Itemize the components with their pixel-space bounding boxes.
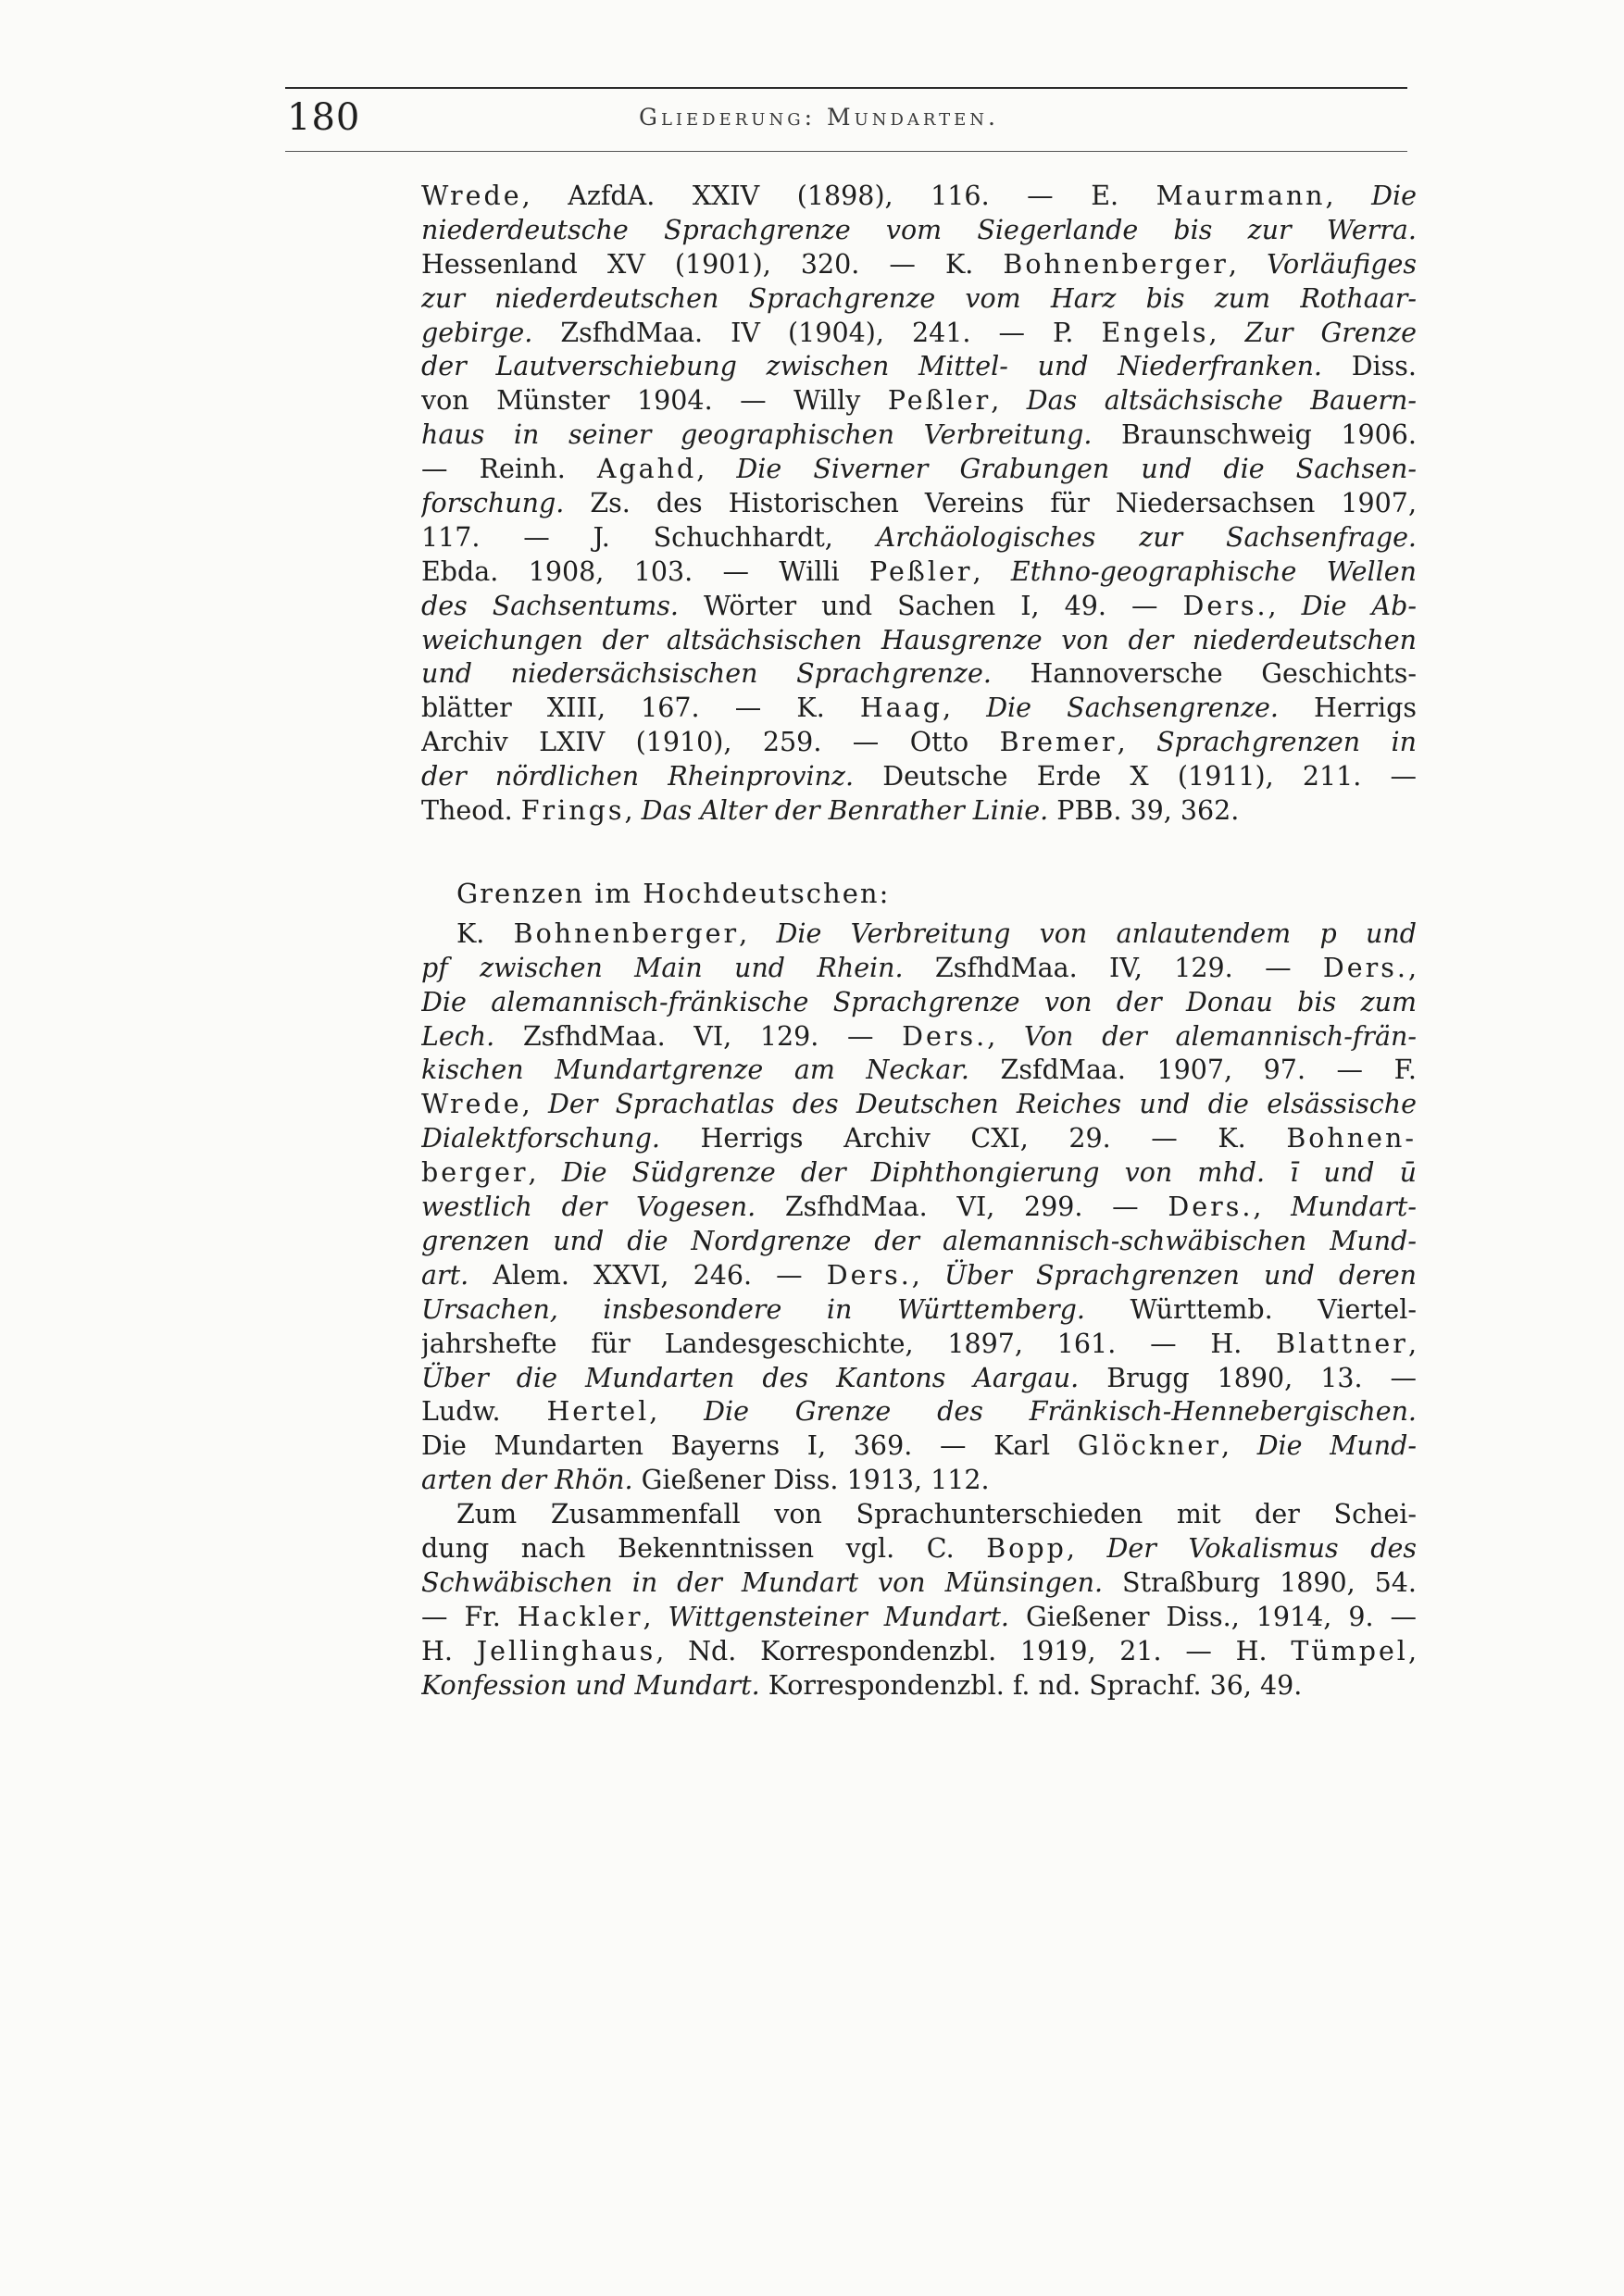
text-line bbox=[421, 590, 1417, 624]
text-segment: Straßburg 1890, 54. bbox=[1103, 1566, 1417, 1598]
text-segment: , bbox=[1253, 1192, 1292, 1223]
text-line bbox=[421, 1191, 1417, 1225]
text-line bbox=[421, 453, 1417, 487]
italic-title: Zur Grenze bbox=[1244, 317, 1417, 348]
author-name: Tümpel bbox=[1291, 1635, 1408, 1666]
bibliography-block-niederdeutsch bbox=[421, 180, 1417, 829]
italic-title: pf zwischen Main und Rhein. bbox=[421, 952, 904, 983]
author-name: Blattner bbox=[1276, 1328, 1408, 1359]
italic-title: Die Siverner Grabungen und die Sachsen- bbox=[736, 454, 1417, 485]
italic-title: Die Mund- bbox=[1256, 1430, 1417, 1462]
text-line bbox=[421, 1225, 1417, 1259]
italic-title: haus in seiner geographischen Verbreitung. bbox=[421, 419, 1093, 451]
text-segment: — Reinh. bbox=[421, 454, 597, 485]
author-name: Ders. bbox=[1168, 1192, 1254, 1223]
text-segment: , bbox=[528, 1157, 562, 1189]
text-segment: Korrespondenzbl. f. nd. Sprachf. 36, 49. bbox=[759, 1669, 1303, 1701]
text-segment: ZsfhdMaa. IV, 129. — bbox=[903, 952, 1323, 983]
text-segment: Braunschweig 1906. bbox=[1092, 419, 1417, 451]
italic-title: des Sachsentums. bbox=[421, 590, 679, 621]
text-segment: Wörter und Sachen I, 49. — bbox=[678, 590, 1183, 621]
text-line bbox=[421, 917, 1417, 952]
italic-title: Die Sachsengrenze. bbox=[986, 693, 1279, 724]
italic-title: weichungen der altsächsischen Hausgrenze von der niederdeutschen bbox=[421, 624, 1417, 655]
text-line bbox=[421, 384, 1417, 418]
text-segment: , bbox=[943, 693, 987, 724]
italic-title: zur niederdeutschen Sprachgrenze vom Harz bis zum Rothaar- bbox=[421, 282, 1417, 314]
text-segment: , bbox=[1117, 727, 1157, 758]
text-line bbox=[421, 1498, 1417, 1532]
text-segment: , bbox=[1268, 590, 1302, 621]
author-name: Maurmann bbox=[1156, 181, 1326, 211]
text-segment: , bbox=[1407, 952, 1417, 983]
text-line bbox=[421, 1601, 1417, 1635]
section-subheading: Grenzen im Hochdeutschen: bbox=[456, 877, 891, 909]
italic-title: Mundart- bbox=[1291, 1192, 1417, 1223]
author-name: Ders. bbox=[1322, 952, 1408, 983]
text-line bbox=[421, 317, 1417, 351]
author-name: Ders. bbox=[826, 1259, 912, 1291]
author-name: Ders. bbox=[902, 1020, 988, 1052]
italic-title: westlich der Vogesen. bbox=[421, 1192, 756, 1223]
text-line bbox=[421, 1293, 1417, 1328]
text-line bbox=[421, 1088, 1417, 1122]
text-segment: dung nach Bekenntnissen vgl. C. bbox=[421, 1532, 987, 1564]
text-line bbox=[421, 1395, 1417, 1429]
italic-title: Der Vokalismus des bbox=[1106, 1532, 1417, 1564]
text-segment: ZsfhdMaa. VI, 299. — bbox=[756, 1192, 1168, 1223]
text-segment: , bbox=[643, 1601, 668, 1632]
italic-title: Der Sprachatlas des Deutschen Reiches und die elsässische bbox=[548, 1089, 1417, 1120]
text-line bbox=[421, 1156, 1417, 1191]
text-segment: , bbox=[987, 1020, 1024, 1052]
page-number: 180 bbox=[287, 96, 361, 139]
italic-title: Die bbox=[1371, 181, 1417, 211]
author-name: Haag bbox=[859, 693, 943, 724]
text-line bbox=[421, 1054, 1417, 1088]
italic-title: niederdeutsche Sprachgrenze vom Siegerlande bis zur Werra. bbox=[421, 214, 1417, 245]
text-segment: , bbox=[1220, 1430, 1257, 1462]
text-line bbox=[421, 521, 1417, 555]
italic-title: gebirge. bbox=[421, 317, 533, 348]
bibliography-block-hochdeutsch bbox=[421, 917, 1417, 1498]
italic-title: art. bbox=[421, 1259, 469, 1291]
author-name: Agahd bbox=[596, 454, 697, 485]
italic-title: Ursachen, insbesondere in Württemberg. bbox=[421, 1293, 1085, 1325]
author-name: Engels bbox=[1101, 317, 1209, 348]
author-name: Frings bbox=[520, 795, 625, 827]
running-head: Gliederung: Mundarten. bbox=[639, 104, 999, 131]
text-segment: , bbox=[911, 1259, 944, 1291]
text-segment: Württemb. Viertel- bbox=[1084, 1293, 1417, 1325]
text-line bbox=[421, 487, 1417, 521]
text-line bbox=[421, 180, 1417, 214]
author-name: berger bbox=[421, 1157, 529, 1189]
author-name: Wrede bbox=[421, 181, 522, 211]
author-name: Bohnenberger bbox=[1003, 248, 1229, 280]
text-segment: , bbox=[991, 385, 1027, 417]
text-segment: , bbox=[972, 555, 1011, 587]
text-segment: Ebda. 1908, 103. — Willi bbox=[421, 555, 870, 587]
italic-title: Dialektforschung. bbox=[421, 1123, 660, 1154]
text-line bbox=[421, 726, 1417, 760]
author-name: Bohnen- bbox=[1286, 1123, 1417, 1154]
text-line bbox=[421, 1020, 1417, 1054]
text-line bbox=[421, 1566, 1417, 1601]
text-segment: , bbox=[1407, 1328, 1417, 1359]
text-line bbox=[421, 657, 1417, 692]
text-line bbox=[421, 1669, 1417, 1703]
text-segment: Theod. bbox=[421, 795, 521, 827]
italic-title: Die Ab- bbox=[1301, 590, 1417, 621]
author-name: Peßler bbox=[887, 385, 992, 417]
text-segment: PBB. 39, 362. bbox=[1048, 795, 1240, 827]
text-line bbox=[421, 350, 1417, 384]
text-segment: , bbox=[1325, 181, 1372, 211]
author-name: Hackler bbox=[517, 1601, 643, 1632]
text-segment: , bbox=[521, 1089, 548, 1120]
italic-title: Wittgensteiner Mundart. bbox=[668, 1601, 1009, 1632]
italic-title: Die Südgrenze der Diphthongierung von mhd. ī und ū bbox=[561, 1157, 1417, 1189]
text-segment: Herrigs Archiv CXI, 29. — K. bbox=[659, 1123, 1287, 1154]
text-line bbox=[421, 1362, 1417, 1396]
text-segment: ZsfhdMaa. IV (1904), 241. — P. bbox=[532, 317, 1102, 348]
text-segment: , bbox=[739, 917, 777, 949]
text-segment: Deutsche Erde X (1911), 211. — bbox=[854, 761, 1417, 792]
text-line bbox=[421, 692, 1417, 726]
italic-title: Über Sprachgrenzen und deren bbox=[943, 1259, 1417, 1291]
text-segment: jahrshefte für Landesgeschichte, 1897, 161. — H. bbox=[421, 1328, 1277, 1359]
text-segment: Diss. bbox=[1321, 351, 1417, 382]
italic-title: Die Grenze des Fränkisch-Hennebergischen. bbox=[704, 1396, 1417, 1428]
text-line bbox=[421, 760, 1417, 794]
text-segment: , bbox=[1208, 317, 1245, 348]
text-line bbox=[421, 1464, 1417, 1498]
italic-title: und niedersächsischen Sprachgrenze. bbox=[421, 658, 992, 690]
text-segment: — Fr. bbox=[421, 1601, 518, 1632]
text-segment: Hessenland XV (1901), 320. — K. bbox=[421, 248, 1004, 280]
italic-title: Lech. bbox=[421, 1020, 495, 1052]
text-segment: blätter XIII, 167. — K. bbox=[421, 693, 860, 724]
author-name: Bopp bbox=[986, 1532, 1067, 1564]
italic-title: kischen Mundartgrenze am Neckar. bbox=[421, 1054, 969, 1086]
text-segment: , bbox=[1407, 1635, 1417, 1666]
italic-title: der Lautverschiebung zwischen Mittel- und Niederfranken. bbox=[421, 351, 1322, 382]
text-line bbox=[421, 1635, 1417, 1669]
text-segment: Zs. des Historischen Vereins für Niedersachsen 1907, bbox=[564, 488, 1417, 519]
italic-title: Konfession und Mundart. bbox=[421, 1669, 760, 1701]
author-name: Bremer bbox=[999, 727, 1118, 758]
italic-title: grenzen und die Nordgrenze der alemannisch-schwäbischen Mund- bbox=[421, 1225, 1417, 1256]
text-segment: Hannoversche Geschichts- bbox=[991, 658, 1417, 690]
author-name: Glöckner bbox=[1077, 1430, 1221, 1462]
text-line bbox=[421, 282, 1417, 317]
bibliography-block-konfession bbox=[421, 1498, 1417, 1703]
text-line bbox=[421, 1328, 1417, 1362]
text-segment: Herrigs bbox=[1278, 693, 1417, 724]
text-segment: , bbox=[1228, 248, 1268, 280]
author-name: Jellinghaus bbox=[476, 1635, 656, 1666]
text-line bbox=[421, 214, 1417, 248]
italic-title: Sprachgrenzen in bbox=[1156, 727, 1417, 758]
text-segment: von Münster 1904. — Willy bbox=[421, 385, 888, 417]
header-rule-top bbox=[285, 87, 1407, 89]
italic-title: Das altsächsische Bauern- bbox=[1026, 385, 1417, 417]
text-line bbox=[421, 1532, 1417, 1566]
author-name: Wrede bbox=[421, 1089, 522, 1120]
italic-title: Vorläufiges bbox=[1267, 248, 1417, 280]
text-line bbox=[421, 1122, 1417, 1156]
text-line bbox=[421, 418, 1417, 453]
italic-title: arten der Rhön. bbox=[421, 1465, 633, 1496]
text-segment: K. bbox=[456, 917, 514, 949]
italic-title: Die alemannisch-fränkische Sprachgrenze von der Donau bis zum bbox=[421, 986, 1417, 1017]
text-line bbox=[421, 555, 1417, 590]
text-segment: 117. — J. Schuchhardt, bbox=[421, 521, 877, 553]
author-name: Peßler bbox=[869, 555, 973, 587]
italic-title: der nördlichen Rheinprovinz. bbox=[421, 761, 855, 792]
text-segment: , AzfdA. XXIV (1898), 116. — E. bbox=[521, 181, 1156, 211]
text-segment: , bbox=[1066, 1532, 1107, 1564]
text-segment: H. bbox=[421, 1635, 477, 1666]
italic-title: Die Verbreitung von anlautendem p und bbox=[776, 917, 1417, 949]
italic-title: Archäologisches zur Sachsenfrage. bbox=[876, 521, 1417, 553]
text-line bbox=[421, 986, 1417, 1020]
italic-title: forschung. bbox=[421, 488, 565, 519]
text-segment: , bbox=[649, 1396, 705, 1428]
author-name: Ders. bbox=[1182, 590, 1268, 621]
text-line bbox=[421, 952, 1417, 986]
text-segment: Archiv LXIV (1910), 259. — Otto bbox=[421, 727, 1000, 758]
author-name: Hertel bbox=[546, 1396, 650, 1428]
text-line bbox=[421, 624, 1417, 658]
italic-title: Von der alemannisch-frän- bbox=[1023, 1020, 1417, 1052]
italic-title: Über die Mundarten des Kantons Aargau. bbox=[421, 1362, 1080, 1393]
text-segment: ZsfdMaa. 1907, 97. — F. bbox=[968, 1054, 1417, 1086]
text-line bbox=[421, 794, 1417, 829]
text-segment: Brugg 1890, 13. — bbox=[1079, 1362, 1417, 1393]
italic-title: Das Alter der Benrather Linie. bbox=[641, 795, 1049, 827]
text-segment: Gießener Diss., 1914, 9. — bbox=[1008, 1601, 1417, 1632]
page-body bbox=[421, 180, 1417, 1703]
text-segment: , bbox=[696, 454, 737, 485]
italic-title: Schwäbischen in der Mundart von Münsingen. bbox=[421, 1566, 1104, 1598]
text-segment: Alem. XXVI, 246. — bbox=[468, 1259, 827, 1291]
text-segment: ZsfhdMaa. VI, 129. — bbox=[494, 1020, 903, 1052]
text-line bbox=[421, 248, 1417, 282]
text-segment: , bbox=[624, 795, 642, 827]
text-line bbox=[421, 1259, 1417, 1293]
text-segment: Zum Zusammenfall von Sprachunterschieden mit der Schei- bbox=[456, 1499, 1417, 1530]
text-line bbox=[421, 1429, 1417, 1464]
author-name: Bohnenberger bbox=[513, 917, 740, 949]
italic-title: Ethno-geographische Wellen bbox=[1010, 555, 1417, 587]
header-rule-bottom bbox=[285, 151, 1407, 152]
text-segment: Ludw. bbox=[421, 1396, 547, 1428]
text-segment: Die Mundarten Bayerns I, 369. — Karl bbox=[421, 1430, 1078, 1462]
text-segment: , Nd. Korrespondenzbl. 1919, 21. — H. bbox=[656, 1635, 1292, 1666]
text-segment: Gießener Diss. 1913, 112. bbox=[632, 1465, 990, 1496]
